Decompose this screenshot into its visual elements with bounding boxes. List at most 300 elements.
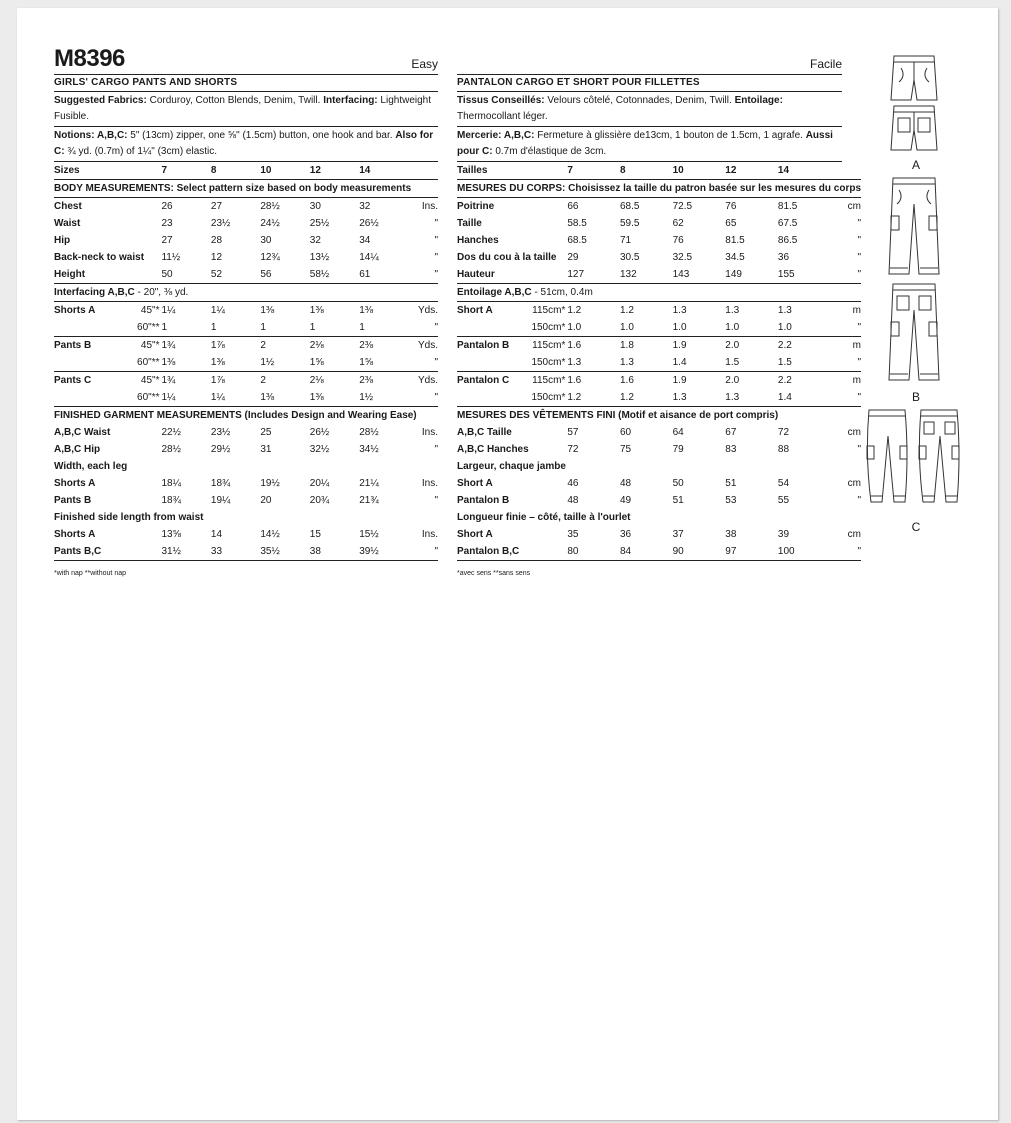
size-value: 1 [260, 319, 309, 337]
size-value: 1.6 [619, 375, 634, 386]
body-row [457, 266, 861, 284]
width_rows-row [54, 475, 438, 492]
difficulty-label-fr: Facile [809, 57, 842, 71]
size-value: 58.5 [567, 218, 587, 229]
size-value: 15 [309, 529, 321, 540]
size-value: 32.5 [672, 252, 693, 263]
row-label: Hip [54, 235, 71, 246]
finished-measurements-title-text: FINISHED GARMENT MEASUREMENTS (Includes Design and Wearing Ease) [54, 410, 417, 421]
row-label: Chest [54, 201, 82, 212]
size-value: 30 [260, 235, 272, 246]
finished_rows-row [54, 441, 438, 458]
size-value: 60 [619, 427, 632, 438]
finished-measurements-title-text: MESURES DES VÊTEMENTS FINI (Motif et aisance de port compris) [457, 410, 779, 421]
yardage-row [457, 337, 861, 355]
size-value: 59.5 [619, 218, 640, 229]
size-value: 31 [260, 444, 272, 455]
row-unit: Ins. [421, 478, 438, 489]
size-value: 55 [777, 495, 790, 506]
size-value: 26½ [309, 427, 330, 438]
size-value: 1.0 [567, 319, 620, 337]
size-value: 49 [619, 495, 632, 506]
size-value: 1⅜ [359, 305, 374, 316]
row-unit: Ins. [421, 529, 438, 540]
size-value: 1⅜ [260, 305, 275, 316]
size-value: 1.2 [619, 305, 634, 316]
side-length-title-text: Longueur finie – côté, taille à l'ourlet [457, 512, 631, 523]
view-label: Pantalon B [457, 340, 510, 351]
size-value: 97 [725, 543, 778, 561]
size-value: 38 [310, 543, 359, 561]
size-value: 50 [161, 266, 210, 284]
row-unit: cm [847, 201, 862, 212]
spacer [125, 162, 162, 180]
nap-footnote-fr: *avec sens **sans sens [457, 570, 531, 577]
size-value: 13⅝ [161, 529, 181, 540]
size-value: 14½ [260, 529, 280, 540]
size-value: 155 [778, 266, 831, 284]
size-header: 14 [359, 162, 408, 180]
row-label: Hauteur [457, 266, 567, 284]
row-label: A,B,C Hanches [457, 444, 529, 455]
row-unit: " [409, 389, 438, 407]
row-unit: cm [847, 478, 862, 489]
row-unit: " [857, 218, 862, 229]
size-value: 143 [673, 266, 726, 284]
interfacing-row-text: Entoilage A,B,C - 51cm, 0.4m [457, 284, 861, 302]
size-value: 11½ [161, 252, 181, 263]
size-value: 32 [359, 201, 371, 212]
size-value: 1¼ [211, 389, 260, 407]
garment-title-fr: PANTALON CARGO ET SHORT POUR FILLETTES [457, 75, 842, 92]
suggested-fabrics-fr: Tissus Conseillés: Velours côtelé, Cotonnades, Denim, Twill. Entoilage: Thermocollant léger. [457, 92, 842, 127]
size-value: 23½ [210, 427, 231, 438]
row-label: Short A [457, 529, 493, 540]
size-value: 52 [211, 266, 260, 284]
size-header: 7 [161, 162, 210, 180]
size-value: 84 [620, 543, 673, 561]
side-length-title [457, 509, 861, 526]
view-a-label: A [911, 158, 920, 172]
row-unit: " [434, 495, 438, 506]
size-value: 54 [777, 478, 790, 489]
body-row [54, 215, 438, 232]
finished_rows-row [457, 424, 861, 441]
size-value: 39 [777, 529, 790, 540]
fabric-width: 150cm* [530, 319, 567, 337]
yardage-row [457, 354, 861, 372]
size-value: 34½ [359, 444, 379, 455]
size-value: 2⅜ [359, 340, 374, 351]
side-length-title [54, 509, 438, 526]
view-label: Pants C [54, 375, 92, 386]
fabric-width: 45"* [140, 305, 160, 316]
size-value: 23 [161, 218, 173, 229]
size-value: 18¾ [161, 495, 181, 506]
row-unit: " [831, 543, 861, 561]
body-measurements-title [54, 180, 438, 198]
size-value: 28½ [260, 201, 280, 212]
size-value: 1.5 [725, 354, 778, 372]
size-value: 61 [359, 266, 408, 284]
size-value: 86.5 [777, 235, 798, 246]
row-unit: " [857, 495, 862, 506]
size-value: 67.5 [777, 218, 798, 229]
size-value: 34.5 [725, 252, 745, 263]
fabric-width: 60"** [125, 319, 162, 337]
size-value: 30.5 [619, 252, 640, 263]
size-value: 1.3 [620, 354, 673, 372]
size-value: 80 [567, 543, 620, 561]
size-value: 48 [567, 495, 579, 506]
size-value: 26 [161, 201, 173, 212]
size-value: 20¾ [309, 495, 330, 506]
side_rows-row [457, 526, 861, 543]
body-measurements-title-text: BODY MEASUREMENTS: Select pattern size based on body measurements [54, 180, 438, 198]
size-value: 37 [672, 529, 684, 540]
row-unit: " [409, 354, 438, 372]
fabric-width: 150cm* [530, 354, 567, 372]
size-value: 14¼ [359, 252, 379, 263]
size-value: 1.9 [672, 340, 687, 351]
size-value: 51 [672, 495, 684, 506]
size-value: 2.0 [725, 340, 740, 351]
size-value: 30 [309, 201, 321, 212]
size-value: 72 [777, 427, 790, 438]
sizes-label: Tailles [457, 162, 530, 180]
row-unit: " [857, 444, 862, 455]
size-value: 1¾ [161, 375, 176, 386]
row-unit: " [831, 389, 861, 407]
size-value: 2.2 [777, 340, 792, 351]
notions-fr: Mercerie: A,B,C: Fermeture à glissière de13cm, 1 bouton de 1.5cm, 1 agrafe. Aussi pour C: 0.7m d'élastique de 3cm. [457, 127, 842, 162]
spacer [409, 162, 438, 180]
yardage-row [54, 319, 438, 337]
side_rows-row [54, 526, 438, 543]
size-value: 88 [777, 444, 790, 455]
interfacing-row [457, 284, 861, 302]
size-value: 20¼ [309, 478, 330, 489]
row-unit: " [434, 218, 438, 229]
size-value: 75 [619, 444, 632, 455]
size-value: 20 [260, 495, 272, 506]
row-label: Pantalon B [457, 495, 510, 506]
interfacing-row-text: Interfacing A,B,C - 20", ⅜ yd. [54, 284, 438, 302]
view-label [54, 354, 125, 372]
size-value: 1.9 [672, 375, 687, 386]
size-value: 1.3 [672, 305, 687, 316]
row-label: Height [54, 266, 161, 284]
fabric-width: 45"* [140, 340, 160, 351]
size-value: 1.3 [777, 305, 792, 316]
row-label: Back-neck to waist [54, 252, 145, 263]
size-value: 22½ [161, 427, 181, 438]
fabric-width: 60"** [125, 354, 162, 372]
size-header: 10 [260, 162, 309, 180]
size-value: 83 [725, 444, 737, 455]
size-value: 1⅜ [211, 354, 260, 372]
size-value: 24½ [260, 218, 280, 229]
view-label: Short A [457, 305, 493, 316]
row-unit: m [852, 375, 862, 386]
row-unit: " [434, 252, 438, 263]
size-value: 57 [567, 427, 579, 438]
row-unit: Ins. [421, 427, 438, 438]
view-label [457, 319, 530, 337]
size-value: 35 [567, 529, 579, 540]
finished-measurements-title [457, 407, 861, 425]
size-value: 81.5 [777, 201, 798, 212]
size-header: 12 [310, 162, 359, 180]
body-row [457, 215, 861, 232]
size-value: 26½ [359, 218, 379, 229]
size-value: 64 [672, 427, 684, 438]
size-value: 90 [673, 543, 726, 561]
size-value: 36 [777, 252, 790, 263]
size-value: 2⅛ [309, 340, 324, 351]
row-unit: " [857, 235, 862, 246]
size-value: 12 [210, 252, 223, 263]
size-value: 1.0 [725, 319, 778, 337]
size-value: 72.5 [672, 201, 693, 212]
row-unit: " [831, 266, 861, 284]
size-value: 2.0 [725, 375, 740, 386]
yardage-row [54, 372, 438, 390]
size-value: 66 [567, 201, 579, 212]
pants-c-drawing [861, 406, 971, 520]
size-value: 50 [672, 478, 684, 489]
size-value: 2 [260, 375, 266, 386]
yardage-row [54, 302, 438, 320]
size-value: 67 [725, 427, 737, 438]
fabric-width: 115cm* [532, 375, 566, 386]
size-value: 1⅜ [161, 354, 210, 372]
size-value: 21¼ [359, 478, 379, 489]
size-value: 65 [725, 218, 737, 229]
size-value: 18¾ [210, 478, 231, 489]
row-unit: m [852, 340, 862, 351]
size-value: 68.5 [619, 201, 640, 212]
suggested-fabrics: Suggested Fabrics: Corduroy, Cotton Blends, Denim, Twill. Interfacing: Lightweight Fusible. [54, 92, 438, 127]
pattern-code: M8396 [54, 45, 125, 72]
size-value: 46 [567, 478, 579, 489]
size-value: 2⅜ [359, 375, 374, 386]
view-b-label: B [911, 390, 920, 404]
body-row [457, 232, 861, 249]
body-measurements-title [457, 180, 861, 198]
row-label: Taille [457, 218, 482, 229]
row-unit: " [434, 235, 438, 246]
row-unit: Yds. [417, 305, 438, 316]
size-value: 76 [672, 235, 684, 246]
size-value: 68.5 [567, 235, 587, 246]
row-unit: " [409, 319, 438, 337]
technical-drawings [861, 48, 971, 536]
size-value: 1.4 [778, 389, 831, 407]
row-unit: " [857, 252, 862, 263]
row-label: Pants B,C [54, 543, 161, 561]
shorts-a-drawing [861, 48, 971, 158]
view-label [457, 389, 530, 407]
size-value: 149 [725, 266, 778, 284]
size-value: 28½ [161, 444, 181, 455]
size-value: 19¼ [210, 495, 231, 506]
size-value: 1.5 [778, 354, 831, 372]
size-value: 1½ [260, 354, 309, 372]
size-value: 28½ [359, 427, 379, 438]
body-row [54, 266, 438, 284]
size-value: 2 [260, 340, 266, 351]
sizes-header-row [54, 162, 438, 180]
difficulty-label: Easy [411, 57, 438, 71]
size-value: 1 [310, 319, 359, 337]
row-unit: cm [847, 529, 862, 540]
body-row [54, 198, 438, 216]
yardage-row [457, 389, 861, 407]
size-value: 31½ [161, 543, 210, 561]
row-label: Shorts A [54, 529, 96, 540]
row-label: Short A [457, 478, 493, 489]
fabric-width: 115cm* [532, 340, 566, 351]
size-value: 127 [567, 266, 620, 284]
fabric-width: 115cm* [532, 305, 566, 316]
size-value: 1⅜ [309, 305, 324, 316]
size-value: 2.2 [777, 375, 792, 386]
size-value: 1 [211, 319, 260, 337]
body-row [457, 249, 861, 266]
sizes-header-row [457, 162, 861, 180]
size-header: 14 [778, 162, 831, 180]
row-unit: " [831, 354, 861, 372]
row-label: A,B,C Hip [54, 444, 101, 455]
size-value: 51 [725, 478, 737, 489]
size-value: 29½ [210, 444, 231, 455]
side_rows-row [54, 543, 438, 561]
finished_rows-row [54, 424, 438, 441]
size-value: 18¼ [161, 478, 181, 489]
size-value: 13½ [309, 252, 330, 263]
size-value: 1 [161, 319, 210, 337]
size-value: 1.8 [619, 340, 634, 351]
size-value: 33 [211, 543, 260, 561]
size-value: 39½ [359, 543, 408, 561]
size-value: 27 [210, 201, 223, 212]
french-column [457, 44, 862, 582]
french-measurements-table [457, 162, 861, 561]
view-label [54, 319, 125, 337]
size-value: 28 [210, 235, 223, 246]
pants-b-drawing [861, 174, 971, 390]
size-value: 1.2 [620, 389, 673, 407]
size-value: 71 [619, 235, 632, 246]
width_rows-row [457, 492, 861, 509]
sizes-label: Sizes [54, 162, 125, 180]
body-row [54, 232, 438, 249]
view-label: Shorts A [54, 305, 96, 316]
row-label: Dos du cou à la taille [457, 252, 557, 263]
size-value: 1.2 [567, 389, 620, 407]
size-value: 25½ [309, 218, 330, 229]
size-header: 8 [620, 162, 673, 180]
yardage-row [457, 302, 861, 320]
row-unit: " [434, 444, 438, 455]
size-value: 1.0 [778, 319, 831, 337]
size-value: 62 [672, 218, 684, 229]
view-label: Pantalon C [457, 375, 510, 386]
size-value: 27 [161, 235, 173, 246]
size-value: 23½ [210, 218, 231, 229]
english-measurements-table [54, 162, 438, 561]
width_rows-row [54, 492, 438, 509]
width-title [54, 458, 438, 475]
view-label: Pants B [54, 340, 92, 351]
size-value: 58½ [310, 266, 359, 284]
row-unit: m [852, 305, 862, 316]
row-label: Pantalon B,C [457, 543, 567, 561]
size-value: 35½ [260, 543, 309, 561]
row-label: Hanches [457, 235, 499, 246]
size-value: 1.3 [567, 354, 620, 372]
view-label [457, 354, 530, 372]
size-value: 1.3 [725, 305, 740, 316]
size-value: 79 [672, 444, 684, 455]
size-value: 14 [210, 529, 223, 540]
row-unit: Yds. [417, 375, 438, 386]
row-label: Waist [54, 218, 81, 229]
row-unit: " [409, 266, 438, 284]
size-value: 53 [725, 495, 737, 506]
side-length-title-text: Finished side length from waist [54, 512, 204, 523]
size-value: 34 [359, 235, 371, 246]
finished-measurements-title [54, 407, 438, 425]
size-value: 32 [309, 235, 321, 246]
yardage-row [457, 372, 861, 390]
size-value: 1¾ [161, 340, 176, 351]
yardage-row [54, 354, 438, 372]
side_rows-row [457, 543, 861, 561]
fabric-width: 150cm* [530, 389, 567, 407]
size-value: 1.3 [673, 389, 726, 407]
row-label: A,B,C Waist [54, 427, 111, 438]
body-measurements-title-text: MESURES DU CORPS: Choisissez la taille du patron basée sur les mesures du corps [457, 180, 861, 198]
row-label: Shorts A [54, 478, 96, 489]
notions: Notions: A,B,C: 5" (13cm) zipper, one ⅝" (1.5cm) button, one hook and bar. Also for C: ¾ yd. (0.7m) of 1¼" (3cm) elastic. [54, 127, 438, 162]
size-value: 100 [778, 543, 831, 561]
yardage-row [457, 319, 861, 337]
size-value: 1.6 [567, 375, 582, 386]
size-value: 12¾ [260, 252, 280, 263]
size-value: 1⅝ [310, 354, 359, 372]
size-value: 38 [725, 529, 737, 540]
size-value: 1.0 [620, 319, 673, 337]
size-value: 19½ [260, 478, 280, 489]
row-unit: " [831, 319, 861, 337]
pattern-back-page [17, 8, 998, 1120]
view-label [54, 389, 125, 407]
size-header: 12 [725, 162, 778, 180]
body-row [54, 249, 438, 266]
size-value: 56 [260, 266, 309, 284]
spacer [530, 162, 567, 180]
size-header: 10 [673, 162, 726, 180]
size-value: 1½ [359, 389, 408, 407]
size-value: 1¼ [161, 389, 210, 407]
row-label: Poitrine [457, 201, 495, 212]
row-unit: Ins. [421, 201, 438, 212]
size-value: 29 [567, 252, 579, 263]
size-value: 1.4 [673, 354, 726, 372]
nap-footnote: *with nap **without nap [54, 570, 126, 577]
